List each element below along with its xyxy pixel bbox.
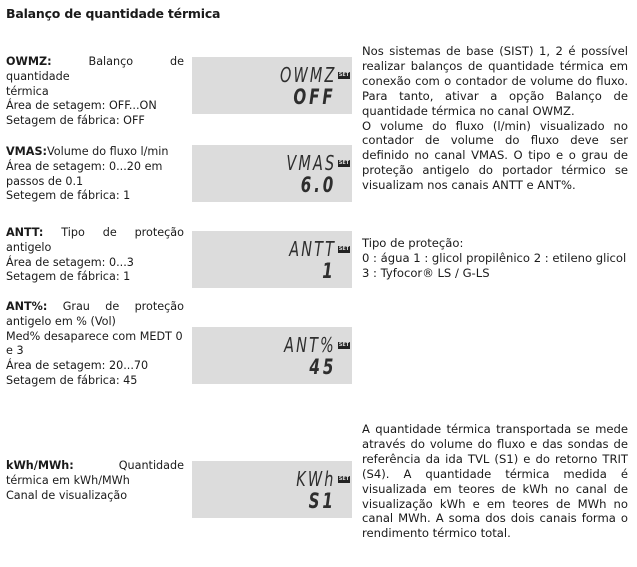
protection-title: Tipo de proteção:	[362, 236, 464, 250]
set-icon: SET	[338, 476, 350, 482]
paragraph-kwh: A quantidade térmica transportada se mede através do volume do fluxo e das sondas de referência da ida TVL (S1) e do retorno TRIT (S4). A quantidade térmica medida é visualizada em teores de kWh no canal de visualização kWh e em teores de MWh no canal MWh. A soma dos dois canais forma o rendimento térmico total.	[362, 422, 628, 541]
param-range: Canal de visualização	[6, 488, 128, 502]
param-desc-rest: térmica	[6, 84, 49, 98]
param-desc: Tipo de proteção	[61, 226, 185, 239]
param-name: OWMZ:	[6, 55, 52, 68]
lcd-display-antt	[192, 231, 352, 288]
lcd-display-owmz	[192, 57, 352, 114]
lcd-value: 6.0	[300, 173, 336, 197]
lcd-display-kwh	[192, 461, 352, 518]
lcd-value: OFF	[293, 85, 336, 109]
param-range: Área de setagem: 0...3	[6, 255, 134, 269]
param-desc: Grau de proteção	[62, 300, 184, 313]
param-desc: Volume do fluxo l/min	[46, 145, 169, 158]
param-note: Med% desaparece com MEDT 0 e 3	[6, 329, 183, 358]
set-icon: SET	[338, 246, 350, 252]
param-factory: Setegem de fábrica: 1	[6, 189, 131, 203]
kwh-text	[362, 422, 628, 541]
lcd-display-antp	[192, 327, 352, 384]
param-factory: Setagem de fábrica: 1	[6, 270, 131, 284]
param-antt	[6, 226, 184, 285]
lcd-value: S1	[308, 489, 336, 513]
lcd-channel: ANT%	[284, 333, 336, 357]
lcd-value: 1	[322, 259, 336, 283]
set-icon: SET	[338, 342, 350, 348]
lcd-channel: OWMZ	[279, 63, 336, 87]
param-owmz	[6, 55, 184, 129]
param-desc: Quantidade	[118, 459, 184, 472]
param-name: ANT%:	[6, 300, 48, 313]
param-name: kWh/MWh:	[6, 459, 74, 472]
param-name: VMAS:	[6, 145, 47, 158]
param-range: Área de setagem: 0...20 em passos de 0.1	[6, 159, 163, 188]
lcd-display-vmas	[192, 145, 352, 202]
param-name: ANTT:	[6, 226, 44, 239]
param-range: Área de setagem: 20...70	[6, 359, 149, 373]
lcd-channel: VMAS	[286, 151, 336, 175]
lcd-channel: ANTT	[289, 237, 336, 261]
param-vmas	[6, 145, 184, 204]
param-desc-rest: antigelo em % (Vol)	[6, 314, 116, 328]
section-title: Balanço de quantidade térmica	[6, 6, 221, 21]
paragraph-vmas: O volume do fluxo (l/min) visualizado no contador de volume do fluxo deve ser definido no canal VMAS. O tipo e o grau de proteção antigelo do portador térmico se visualizam nos canais ANTT e ANT%.	[362, 118, 628, 193]
param-antp	[6, 300, 184, 389]
protection-line-2: 3 : Tyfocor® LS / G-LS	[362, 265, 490, 280]
param-desc-rest: térmica em kWh/MWh	[6, 473, 130, 487]
set-icon: SET	[338, 160, 350, 166]
param-kwh	[6, 459, 184, 503]
param-desc-rest: antigelo	[6, 240, 52, 254]
protection-types	[362, 236, 628, 281]
lcd-value: 45	[309, 355, 336, 379]
intro-text	[362, 44, 628, 193]
set-icon: SET	[338, 72, 350, 78]
lcd-channel: KWh	[296, 467, 336, 491]
protection-line-1: 0 : água 1 : glicol propilênico 2 : etileno glicol	[362, 250, 627, 265]
param-factory: Setagem de fábrica: 45	[6, 373, 138, 387]
param-range: Área de setagem: OFF...ON	[6, 99, 157, 113]
paragraph-owmz: Nos sistemas de base (SIST) 1, 2 é possível realizar balanços de quantidade térmica em conexão com o contador de volume do fluxo. Para tanto, ativar a opção Balanço de quantidade térmica no canal OWMZ.	[362, 44, 628, 118]
param-desc: Balanço de quantidade	[6, 55, 185, 83]
param-factory: Setagem de fábrica: OFF	[6, 114, 145, 128]
